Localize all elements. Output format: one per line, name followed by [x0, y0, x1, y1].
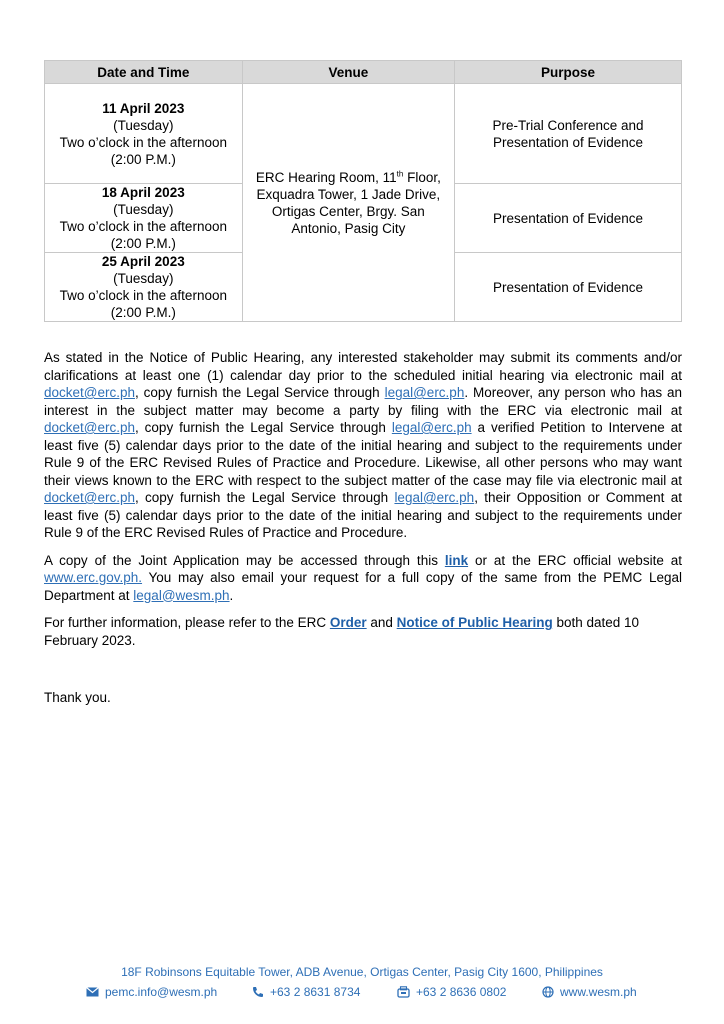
- text: or at the ERC official website at: [468, 552, 682, 568]
- text: , copy furnish the Legal Service through: [135, 490, 395, 505]
- hearing-date: 25 April 2023: [101, 254, 185, 269]
- hearing-day: (Tuesday): [113, 271, 174, 286]
- paragraph-further-info: [44, 614, 682, 649]
- hearing-day: (Tuesday): [113, 202, 174, 217]
- footer-address: 18F Robinsons Equitable Tower, ADB Avenue, Ortigas Center, Pasig City 1600, Philippines: [121, 965, 603, 979]
- paragraph-joint-application: [44, 552, 682, 605]
- hearing-time-words: Two o’clock in the afternoon: [59, 288, 227, 303]
- text: , their Opposition or Comment at least five (5) calendar days prior to the date of the initial hearing and subject to the requirements under Rule 9 of the ERC Revised Rules of Practice and Procedure.: [44, 490, 682, 540]
- text: As stated in the Notice of Public Hearing, any interested stakeholder may submit its comments and/or clarifications at least one (1) calendar day prior to the scheduled initial hearing via electronic mail at: [44, 350, 682, 383]
- docket-email-link[interactable]: docket@erc.ph: [44, 420, 135, 435]
- page-footer: [0, 965, 724, 999]
- footer-email: [86, 985, 217, 999]
- erc-website-link[interactable]: www.erc.gov.ph.: [44, 570, 143, 585]
- footer-fax: [397, 985, 506, 999]
- hearing-time-words: Two o’clock in the afternoon: [59, 219, 227, 234]
- pemc-legal-email-link[interactable]: legal@wesm.ph: [133, 587, 230, 603]
- date-cell: [45, 253, 243, 322]
- document-page: [44, 60, 682, 705]
- footer-phone: [252, 985, 360, 999]
- erc-order-link[interactable]: Order: [329, 615, 367, 630]
- text: , copy furnish the Legal Service through: [135, 385, 385, 400]
- legal-email-link[interactable]: legal@erc.ph: [394, 490, 475, 505]
- envelope-icon: [86, 987, 99, 997]
- docket-email-link[interactable]: docket@erc.ph: [44, 385, 135, 400]
- notice-public-hearing-link[interactable]: Notice of Public Hearing: [396, 615, 553, 630]
- venue-sup: th: [396, 169, 404, 178]
- table-header-row: [45, 61, 682, 84]
- footer-web-link[interactable]: www.wesm.ph: [560, 985, 637, 999]
- header-date-time: Date and Time: [45, 61, 243, 84]
- header-purpose: Purpose: [455, 61, 682, 84]
- joint-application-link[interactable]: link: [444, 552, 469, 568]
- date-cell: [45, 184, 243, 253]
- venue-text-b: Floor, Exquadra Tower, 1 Jade Drive, Ortigas Center, Brgy. San Antonio, Pasig City: [256, 169, 441, 236]
- footer-email-link[interactable]: pemc.info@wesm.ph: [105, 985, 218, 999]
- hearing-schedule-table: [44, 60, 682, 322]
- purpose-cell: Pre-Trial Conference and Presentation of Evidence: [455, 84, 682, 184]
- hearing-time: (2:00 P.M.): [110, 305, 176, 320]
- hearing-date: 11 April 2023: [102, 100, 185, 116]
- footer-web: [542, 985, 637, 999]
- purpose-cell: Presentation of Evidence: [455, 184, 682, 253]
- text: both dated 10 February 2023.: [44, 615, 640, 648]
- docket-email-link[interactable]: docket@erc.ph: [44, 490, 135, 505]
- paragraph-comments: [44, 349, 682, 542]
- globe-icon: [542, 986, 554, 998]
- text: You may also email your request for a full copy of the same from the PEMC Legal Department at: [44, 570, 682, 603]
- text: . Moreover, any person who has an interest in the subject matter may become a party by filing with the ERC via electronic mail at: [44, 385, 682, 418]
- footer-phone-text: +63 2 8631 8734: [270, 985, 361, 999]
- closing-text: Thank you.: [44, 690, 111, 705]
- text: and: [366, 615, 397, 630]
- text: A copy of the Joint Application may be accessed through this: [44, 552, 445, 568]
- hearing-time: (2:00 P.M.): [110, 236, 176, 251]
- footer-contacts: [0, 985, 724, 1001]
- fax-icon: [397, 986, 410, 998]
- venue-cell: [242, 84, 454, 322]
- legal-email-link[interactable]: legal@erc.ph: [391, 420, 472, 435]
- text: a verified Petition to Intervene at least five (5) calendar days prior to the date of the initial hearing and subject to the requirements under Rule 9 of the ERC Revised Rules of Practice and Procedure. Likewise, all other persons who may want their views known to the ERC with respect to the subject matter of the case may file via electronic mail at: [44, 420, 682, 488]
- hearing-time-words: Two o’clock in the afternoon: [59, 134, 227, 150]
- table-row: [45, 84, 682, 184]
- text: .: [229, 587, 234, 603]
- hearing-date: 18 April 2023: [101, 185, 185, 200]
- hearing-time: (2:00 P.M.): [110, 151, 176, 167]
- text: For further information, please refer to the ERC: [44, 615, 330, 630]
- purpose-cell: Presentation of Evidence: [455, 253, 682, 322]
- header-venue: Venue: [242, 61, 454, 84]
- date-cell: [45, 84, 243, 184]
- venue-text-a: ERC Hearing Room, 11: [255, 169, 397, 185]
- legal-email-link[interactable]: legal@erc.ph: [384, 385, 465, 400]
- text: , copy furnish the Legal Service through: [135, 420, 392, 435]
- hearing-day: (Tuesday): [113, 117, 174, 133]
- footer-fax-text: +63 2 8636 0802: [416, 985, 507, 999]
- phone-icon: [252, 986, 264, 998]
